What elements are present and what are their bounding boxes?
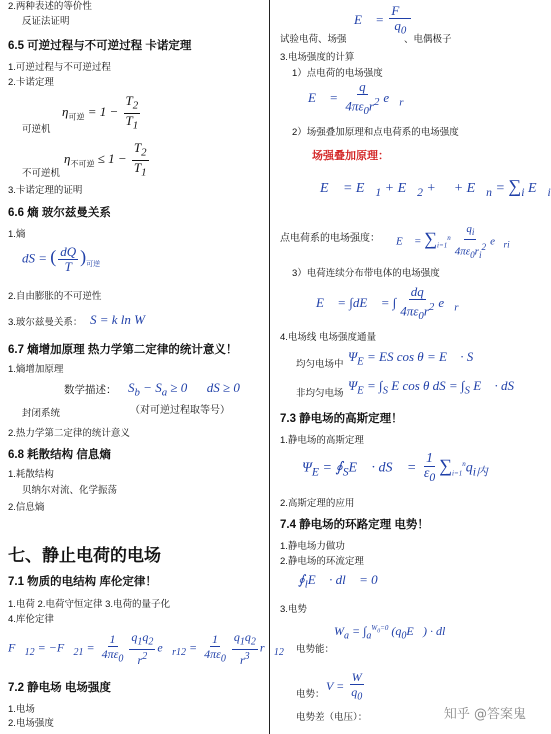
section-heading: 7.3 静电场的高斯定理！: [280, 413, 403, 425]
text-line: 1.电场: [8, 704, 35, 715]
section-heading: 6.6 熵 玻尔兹曼关系: [8, 207, 111, 219]
text-line: 3.卡诺定理的证明: [8, 185, 83, 196]
label: 电势：: [296, 689, 325, 700]
section-heading: 6.8 耗散结构 信息熵: [8, 449, 111, 461]
formula-field-definition: E⃗ = $\frac{F⃗}{q_0}$: [354, 3, 410, 37]
text-line: 2.静电场的环流定理: [280, 556, 364, 567]
text-line: 2.卡诺定理: [8, 77, 54, 88]
text-line: 3.电势: [280, 604, 307, 615]
note: （对可逆过程取等号）: [130, 405, 230, 416]
section-heading: 7.4 静电场的环路定理 电势！: [280, 519, 429, 531]
text-line: 2.信息熵: [8, 502, 45, 513]
formula-boltzmann: S = k ln W: [90, 312, 145, 327]
label: 点电荷系的电场强度：: [280, 233, 380, 244]
column-divider: [269, 0, 270, 734]
text-line: 1.耗散结构: [8, 469, 54, 480]
formula-nonuniform-flux: $\Psi_E = \int_S$ E cos θ dS = $\int_S$ E⃗ · dS⃗: [348, 378, 525, 397]
label: 不可逆机: [22, 168, 61, 179]
section-heading: 7.1 物质的电结构 库伦定律！: [8, 576, 157, 588]
formula-gauss-law: $\Psi_E$ = $∮_SE⃗$ · dS⃗ = $\frac{1}{\varepsilon_0}$ $\sum_{i=1}^nq_{i内}$: [302, 451, 488, 484]
label: 电势能：: [296, 644, 335, 655]
label: 数学描述：: [64, 384, 117, 396]
formula-potential-energy: $W_a = \int_a^{W_0=0}$ $(q_0E⃗)$ · dl⃗: [334, 624, 455, 642]
text-line: 4.电场线 电场强度通量: [280, 332, 377, 343]
text-line: 1.熵: [8, 229, 26, 240]
text-line: 2.热力学第二定律的统计意义: [8, 428, 130, 439]
text-line: 2）场强叠加原理和点电荷系的电场强度: [292, 127, 459, 138]
label: 非均匀电场: [296, 388, 344, 399]
label: 电势差（电压）：: [296, 712, 368, 723]
text-line: 试验电荷、场强: [280, 34, 347, 45]
formula-continuous-field: E⃗ = ∫dE⃗ = ∫ $\frac{dq}{4\pi\varepsilon_0r^2}$ $e⃗_r$: [316, 284, 459, 322]
text-line: 3）电荷连续分布带电体的电场强度: [292, 268, 440, 279]
formula-entropy: dS = ( $\frac{dQ}{T}$ )$_{可逆}$: [22, 244, 101, 274]
text-line: 2.高斯定理的应用: [280, 498, 355, 509]
formula-carnot-reversible: $\eta_{可逆} = 1$ − $\frac{T_2}{T_1}$: [62, 93, 139, 132]
text-line: 1）点电荷的电场强度: [292, 68, 383, 79]
section-heading: 6.7 熵增加原理 热力学第二定律的统计意义！: [8, 344, 238, 356]
formula-circulation: $∮_lE⃗$ · dl⃗ = 0: [298, 572, 378, 591]
text-line: 1.电荷 2.电荷守恒定律 3.电荷的量子化: [8, 599, 171, 610]
formula-potential: V = $\frac{W}{q_0}$: [326, 670, 363, 703]
text-line: 1.可逆过程与不可逆过程: [8, 62, 111, 73]
text-line: 贝纳尔对流、化学振荡: [22, 485, 118, 496]
formula-coulomb: $F⃗_{12}$ = $-F⃗_{21}$ = $\frac{1}{4\pi\varepsilon_0}$ $\frac{q_1q_2}{r^2}$ $e⃗_{r12}$ = $\frac{1}{4\pi\varepsilon_0}$ $\frac{q_1q_2}{r^3}$ $r⃗_{12}$: [8, 630, 284, 668]
formula-point-charge-field: E⃗ = $\frac{q}{4\pi\varepsilon_0r^2}$ $e⃗_r$: [308, 79, 404, 117]
text-line: 2.两种表述的等价性: [8, 1, 92, 12]
formula-carnot-irreversible: $\eta_{不可逆} \le 1$ − $\frac{T_2}{T_1}$: [64, 140, 147, 179]
chapter-title: 七、静止电荷的电场: [8, 546, 161, 566]
text-line: 1.静电场的高斯定理: [280, 435, 364, 446]
right-column: [272, 0, 551, 734]
text-line: 1.静电场力做功: [280, 541, 345, 552]
text-line: 4.库伦定律: [8, 614, 54, 625]
watermark-text: 知乎 @答案鬼: [443, 707, 526, 722]
text-line: 3.电场强度的计算: [280, 52, 355, 63]
text-line: 、电偶极子: [404, 34, 452, 45]
text-line: 3.玻尔兹曼关系：: [8, 317, 83, 328]
section-heading: 6.5 可逆过程与不可逆过程 卡诺定理: [8, 40, 192, 52]
highlight-superposition: 场强叠加原理：: [312, 150, 389, 162]
text-line: 1.熵增加原理: [8, 364, 64, 375]
formula-superposition: E⃗ = $E⃗_1$ + $E⃗_2$ + ⋯ + $E⃗_n = \sum_i$ $E⃗_i$: [320, 176, 551, 199]
text-line: 2.自由膨胀的不可逆性: [8, 291, 102, 302]
label: 均匀电场中: [296, 359, 344, 370]
formula-uniform-flux: $\Psi_E$ = ES cos θ = E⃗ · S⃗: [348, 349, 484, 368]
formula-charge-system-field: E⃗ = $\sum_{i=1}^n$ $\frac{q_i}{4\pi\varepsilon_0r_i^2}$ $e⃗_{ri}$: [396, 223, 510, 261]
text-line: 2.电场强度: [8, 718, 54, 729]
label: 封闭系统: [22, 408, 61, 419]
text-line: 反证法证明: [22, 16, 70, 27]
formula-entropy-increase: $S_b - S_a \ge 0$ dS ≥ 0: [128, 380, 240, 399]
section-heading: 7.2 静电场 电场强度: [8, 682, 111, 694]
label: 可逆机: [22, 124, 51, 135]
